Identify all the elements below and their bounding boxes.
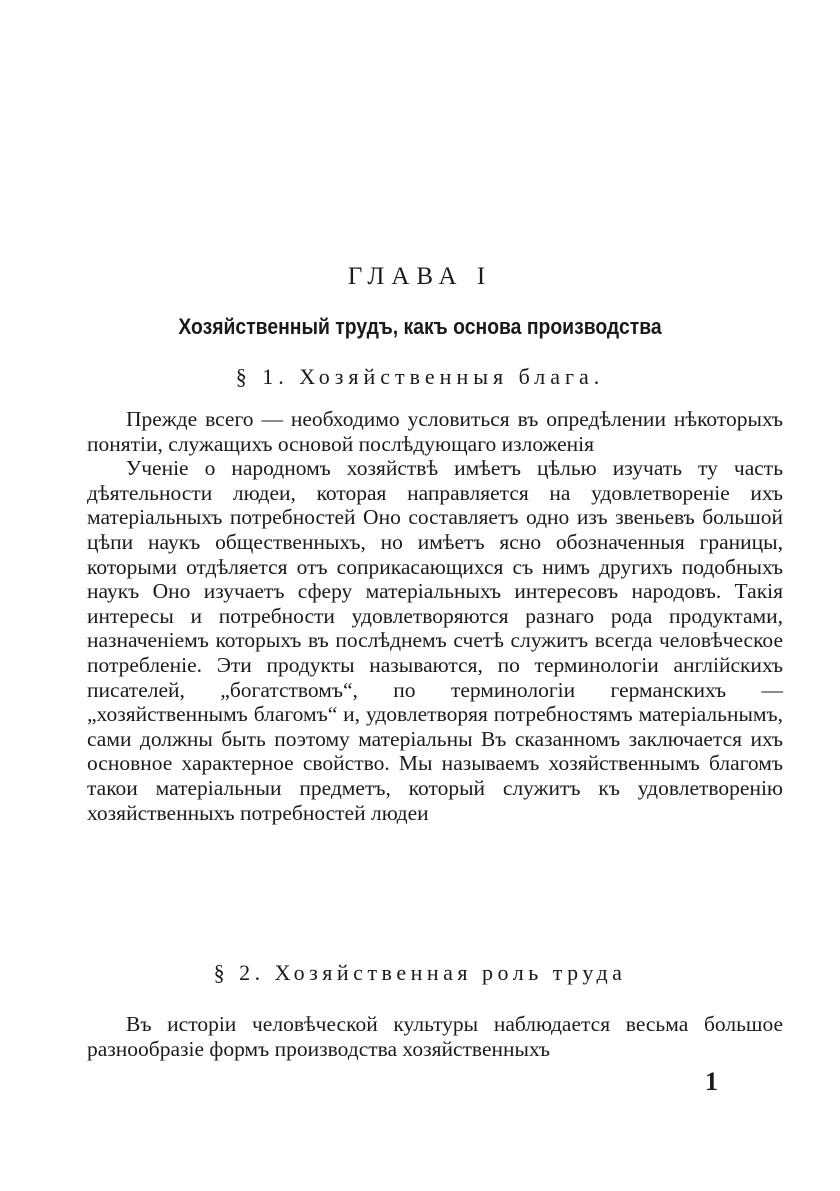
chapter-title: Хозяйственный трудъ, какъ основа производства [178, 314, 662, 339]
page-number: 1 [705, 1067, 718, 1096]
section-1-heading: § 1. Хозяйственныя блага. [235, 364, 605, 389]
paragraph: Прежде всего — необходимо условиться въ опредѣлении нѣкоторыхъ понятiи, служащихъ основой послѣдующаго изложенiя [87, 407, 783, 456]
section-2-heading: § 2. Хозяйственная роль труда [213, 960, 627, 985]
section-1-body [87, 407, 783, 825]
paragraph: Ученiе о народномъ хозяйствѣ имѣетъ цѣлью изучать ту часть дѣятельности людеи, которая направляется на удовлетворенiе ихъ матерiальныхъ потребностей Оно составляетъ одно изъ звеньевъ большой цѣпи наукъ общественныхъ, но имѣетъ ясно обозначенныя границы, которыми отдѣляется отъ соприкасающихся съ нимъ другихъ подобныхъ наукъ Оно изучаетъ сферу матерiальныхъ интересовъ народовъ. Такiя интересы и потребности удовлетворяются разнаго рода продуктами, назначенiемъ которыхъ въ послѣднемъ счетѣ служитъ всегда человѣческое потребленiе. Эти продукты называются, по терминологiи англiйскихъ писателей, „богатствомъ“, по терминологiи германскихъ — „хозяйственнымъ благомъ“ и, удовлетворяя потребностямъ матерiальнымъ, сами должны быть поэтому матерiальны Въ сказанномъ заключается ихъ основное характерное свойство. Мы называемъ хозяйственнымъ благомъ такои матерiальныи предметъ, который служитъ къ удовлетворенiю хозяйственныхъ потребностей людеи [87, 456, 783, 825]
paragraph: Въ исторiи человѣческой культуры наблюдается весьма большое разнообразiе формъ производства хозяйственныхъ [87, 1012, 783, 1061]
section-2-body [87, 1012, 783, 1061]
chapter-heading: ГЛАВА I [347, 263, 493, 290]
